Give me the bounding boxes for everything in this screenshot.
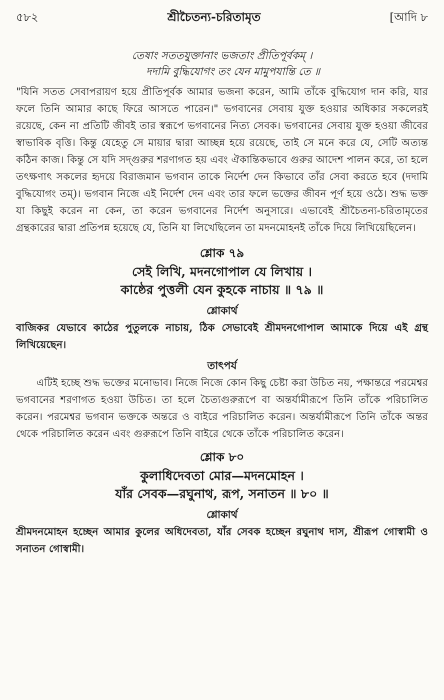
sloka-79-purport: এটিই হচ্ছে শুদ্ধ ভক্তের মনোভাব। নিজে নিজে কোন কিছু চেষ্টা করা উচিত নয়, পক্ষান্তরে পরমেশ্বর ভগবানের শরণাগত হওয়া উচিত। তা হলে চৈত্যগুরুরূপে বা অন্তর্যামীরূপে তিনি তাঁকে পরিচালিত করেন। পরমেশ্বর ভগবান ভক্তকে অন্তরে ও বাইরে পরিচালিত করেন। অন্তর্যামীরূপে তিনি তাঁকে অন্তর থেকে পরিচালিত করেন এবং গুরুরূপে তিনি বাইরে থেকে তাঁকে পরিচালিত করেন। (16, 378, 428, 440)
sloka-80-translation-heading: শ্লোকার্থ (206, 509, 238, 521)
sloka-80-number: শ্লোক ৮০ (199, 450, 245, 464)
running-title: শ্রীচৈতন্য-চরিতামৃত (167, 10, 261, 24)
sloka-79-line-2: কাষ্ঠের পুত্তলী যেন কুহকে নাচায় ॥ ৭৯ ॥ (120, 282, 324, 297)
sanskrit-quote-line-2: দদামি বুদ্ধিযোগং তং যেন মামুপযান্তি তে ॥ (146, 66, 320, 78)
sloka-80-block (16, 447, 428, 558)
sloka-80-line-1: কুলাধিদেবতা মোর—মদনমোহন । (140, 468, 304, 483)
sloka-79-purport-heading: তাৎপর্য (207, 360, 237, 372)
sloka-79-number: শ্লোক ৭৯ (199, 246, 245, 260)
page-number: ৫৮২ (16, 10, 39, 24)
sanskrit-quote-line-1: তেষাং সততযুক্তানাং ভজতাং প্রীতিপূর্বকম্ । (131, 50, 313, 62)
sloka-79-line-1: সেই লিখি, মদনগোপাল যে লিখায় । (131, 264, 313, 279)
sloka-79-translation: বাজিকর যেভাবে কাঠের পুতুলকে নাচায়, ঠিক সেভাবেই শ্রীমদনগোপাল আমাকে দিয়ে এই গ্রন্থ লিখিয়েছেন। (16, 322, 428, 351)
purport-continuation-paragraph: "যিনি সতত সেবাপরায়ণ হয়ে প্রীতিপূর্বক আমার ভজনা করেন, আমি তাঁকে বুদ্ধিযোগ দান করি, যার ফলে তিনি আমার কাছে ফিরে আসতে পারেন।" ভগবানের সেবায় যুক্ত হওয়ার অধিকার সকলেরই রয়েছে, কেন না প্রতিটি জীবই তার স্বরূপে ভগবানের নিত্য সেবক। ভগবানের সেবায় যুক্ত হওয়া জীবের স্বাভাবিক বৃত্তি। কিন্তু যেহেতু সে মায়ার দ্বারা আচ্ছন্ন হয়ে রয়েছে, তাই সে মনে করে যে, সেটি অত্যন্ত কঠিন কাজ। কিন্তু সে যদি সদ্গুরুর শরণাগত হয় এবং ঐকান্তিকভাবে গুরুর আদেশ পালন করে, তা হলে তৎক্ষণাৎ সকলের হৃদয়ে বিরাজমান ভগবান তাকে নির্দেশ দেন কিভাবে তাঁর সেবা করতে হবে (দদামি বুদ্ধিযোগং তম্)। ভগবান নিজে এই নির্দেশ দেন এবং তার ফলে ভক্তের জীবন পূর্ণ হয়ে ওঠে। শুদ্ধ ভক্ত যা কিছুই করেন না কেন, তা করেন ভগবানের নির্দেশ অনুসারে। এভাবেই শ্রীচৈতন্য-চরিতামৃতের গ্রন্থকারের দ্বারা প্রতিপন্ন হয়েছে যে, তিনি যা লিখেছিলেন তা মদনমোহনই তাঁকে দিয়ে লিখিয়েছিলেন। (16, 87, 428, 234)
sloka-80-line-2: যাঁর সেবক—রঘুনাথ, রূপ, সনাতন ॥ ৮০ ॥ (115, 486, 329, 501)
sloka-79-block (16, 243, 428, 443)
chapter-reference: [আদি ৮ (389, 10, 428, 24)
sloka-80-translation: শ্রীমদনমোহন হচ্ছেন আমার কুলের অধিদেবতা, যাঁর সেবক হচ্ছেন রঘুনাথ দাস, শ্রীরূপ গোস্বামী ও সনাতন গোস্বামী। (16, 526, 428, 555)
sanskrit-quote (16, 48, 428, 80)
sloka-79-translation-heading: শ্লোকার্থ (206, 305, 238, 317)
page-header (16, 6, 428, 28)
